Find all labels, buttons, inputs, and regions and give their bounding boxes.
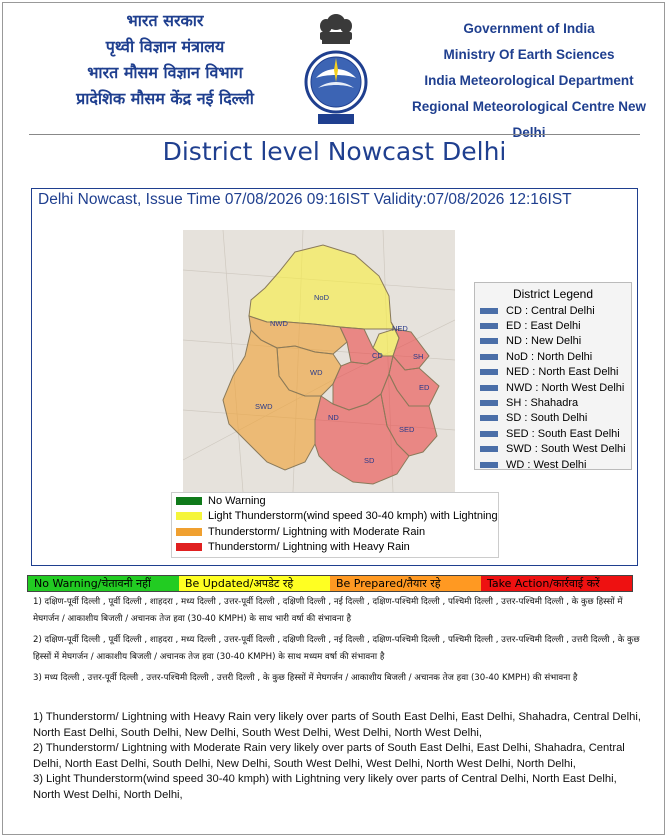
legend-item-label: WD : West Delhi [506,458,587,471]
scale-cell-be-prepared: Be Prepared/तैयार रहे [330,576,481,591]
legend-item [475,318,631,333]
legend-item-label: SWD : South West Delhi [506,443,626,456]
legend-item [475,442,631,457]
english-header-line: Government of India [463,21,595,36]
legend-item-label: ND : New Delhi [506,335,582,348]
legend-item-label: NWD : North West Delhi [506,381,625,394]
hindi-header [50,8,280,112]
legend-swatch [480,400,498,406]
district-label: SWD [255,402,273,411]
english-forecast-item: 2) Thunderstorm/ Lightning with Moderate Rain very likely over parts of South East Delhi, East Delhi, Shahadra, Central Delhi, North East Delhi, South Delhi, New Delhi, South West Delhi, West Delhi, North West Delhi, North Delhi, [33,742,625,770]
district-label: NWD [270,319,288,328]
legend-item [475,349,631,364]
delhi-district-map [183,230,455,492]
hindi-forecast-item: 3) मध्य दिल्ली , उत्तर-पूर्वी दिल्ली , उत्तर-पश्चिमी दिल्ली , उत्तरी दिल्ली , के कुछ हिस्सों में मेघगर्जन / आकाशीय बिजली / अचानक तेज हवा (30-40 KMPH) की संभावना है [33,673,578,683]
english-header-line: India Meteorological Department [424,73,634,88]
legend-item [475,457,631,472]
warning-legend-item [172,509,498,525]
page-title: District level Nowcast Delhi [162,137,507,166]
english-header-line: Ministry Of Earth Sciences [443,47,615,62]
warning-color-scale [27,575,633,592]
english-forecast-item: 3) Light Thunderstorm(wind speed 30-40 kmph) with Lightning very likely over parts of Central Delhi, North East Delhi, North West Delhi, North Delhi, [33,773,617,801]
district-label: SED [399,425,415,434]
legend-item [475,395,631,410]
hindi-forecast-item: 2) दक्षिण-पूर्वी दिल्ली , पूर्वी दिल्ली , शाहदरा , मध्य दिल्ली , उत्तर-पूर्वी दिल्ली , दक्षिणी दिल्ली , नई दिल्ली , दक्षिण-पश्चिमी दिल्ली , पश्चिमी दिल्ली , उत्तर-पश्चिमी दिल्ली , उत्तरी दिल्ली , के कुछ हिस्सों में मेघगर्जन / आकाशीय बिजली / अचानक तेज हवा (30-40 KMPH) के साथ मध्यम वर्षा की संभावना है [33,635,640,662]
warning-swatch [176,512,202,520]
hindi-header-line: पृथ्वी विज्ञान मंत्रालय [105,37,225,56]
legend-swatch [480,462,498,468]
scale-cell-no-warning: No Warning/चेतावनी नहीं [28,576,179,591]
legend-swatch [480,354,498,360]
warning-legend-item [172,540,498,556]
legend-swatch [480,415,498,421]
district-label: NED [392,324,408,333]
legend-item [475,426,631,441]
warning-legend-item [172,493,498,509]
district-label: ND [328,413,339,422]
district-label: ED [419,383,430,392]
legend-swatch [480,308,498,314]
legend-item [475,303,631,318]
hindi-forecast-list [33,594,643,691]
legend-swatch [480,338,498,344]
hindi-forecast-item: 1) दक्षिण-पूर्वी दिल्ली , पूर्वी दिल्ली , शाहदरा , मध्य दिल्ली , उत्तर-पूर्वी दिल्ली , दक्षिणी दिल्ली , नई दिल्ली , दक्षिण-पश्चिमी दिल्ली , पश्चिमी दिल्ली , उत्तर-पश्चिमी दिल्ली , के कुछ हिस्सों में मेघगर्जन / आकाशीय बिजली / अचानक तेज हवा (30-40 KMPH) के साथ भारी वर्षा की संभावना है [33,597,623,624]
hindi-header-line: भारत सरकार [126,11,204,30]
english-forecast-list [33,710,641,803]
legend-item-label: ED : East Delhi [506,320,581,333]
header-divider [29,134,640,135]
legend-item [475,380,631,395]
legend-item-label: SD : South Delhi [506,412,588,425]
district-legend-title: District Legend [512,287,594,301]
district-label: NoD [314,293,330,302]
legend-swatch [480,369,498,375]
legend-item-label: NED : North East Delhi [506,366,619,379]
warning-legend-label: No Warning [208,494,266,507]
issue-time-line: Delhi Nowcast, Issue Time 07/08/2026 09:16IST Validity:07/08/2026 12:16IST [38,191,572,208]
legend-swatch [480,385,498,391]
warning-legend [171,492,499,558]
legend-swatch [480,323,498,329]
district-label: SD [364,456,375,465]
legend-swatch [480,431,498,437]
national-emblem-logo [302,8,370,128]
warning-legend-item [172,524,498,540]
legend-item [475,365,631,380]
warning-swatch [176,543,202,551]
english-forecast-item: 1) Thunderstorm/ Lightning with Heavy Rain very likely over parts of South East Delhi, East Delhi, Shahadra, Central Delhi, North East Delhi, South Delhi, New Delhi, South West Delhi, West Delhi, North West Delhi, [33,711,641,739]
warning-legend-label: Light Thunderstorm(wind speed 30-40 kmph) with Lightning [208,510,498,523]
legend-item [475,334,631,349]
legend-item-label: SH : Shahadra [506,397,579,410]
warning-legend-label: Thunderstorm/ Lightning with Moderate Rain [208,525,426,538]
district-label: SH [413,352,424,361]
district-legend [474,282,632,470]
legend-item-label: CD : Central Delhi [506,304,595,317]
district-label: WD [310,368,323,377]
english-header [395,16,663,146]
scale-cell-be-updated: Be Updated/अपडेट रहे [179,576,330,591]
hindi-header-line: प्रादेशिक मौसम केंद्र नई दिल्ली [76,89,254,108]
legend-item [475,411,631,426]
legend-swatch [480,446,498,452]
warning-swatch [176,497,202,505]
warning-swatch [176,528,202,536]
legend-item-label: NoD : North Delhi [506,350,593,363]
warning-legend-label: Thunderstorm/ Lightning with Heavy Rain [208,541,410,554]
scale-cell-take-action: Take Action/कार्रवाई करें [481,576,632,591]
legend-item-label: SED : South East Delhi [506,427,620,440]
english-header-line: Regional Meteorological Centre New Delhi [411,99,647,140]
district-label: CD [372,351,383,360]
hindi-header-line: भारत मौसम विज्ञान विभाग [87,63,243,82]
